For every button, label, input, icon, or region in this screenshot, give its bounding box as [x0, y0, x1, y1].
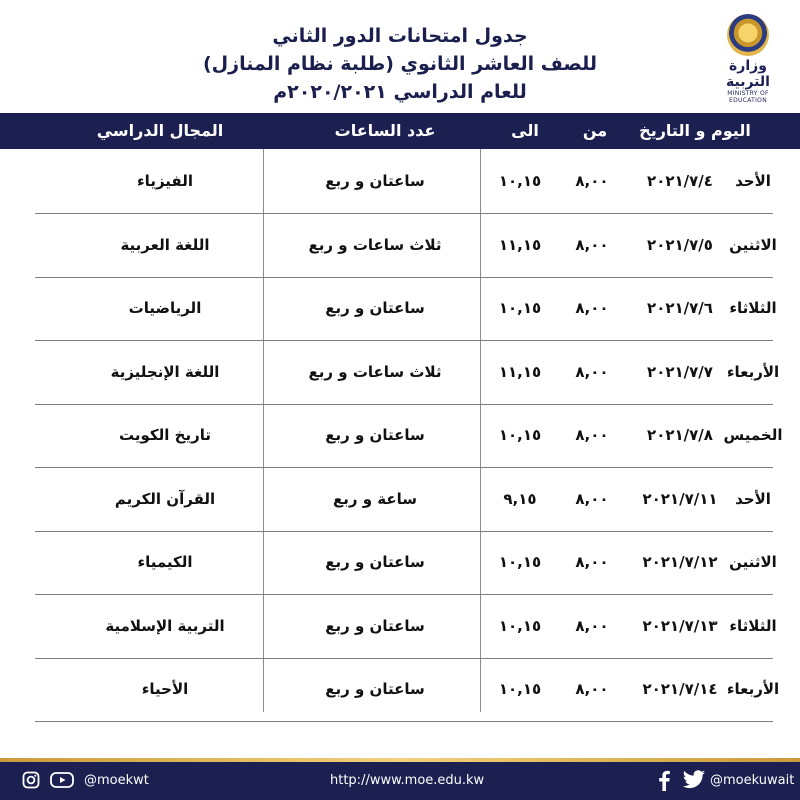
cell-to: ١٠,١٥	[498, 172, 542, 190]
column-from: من	[582, 121, 608, 140]
table-row	[35, 403, 783, 468]
cell-subject: القرآن الكريم	[114, 489, 216, 508]
table-row	[35, 594, 777, 659]
footer	[0, 758, 800, 800]
cell-hours: ثلاث ساعات و ربع	[308, 235, 442, 254]
youtube-icon[interactable]	[50, 771, 74, 789]
cell-subject: الكيمياء	[137, 553, 193, 571]
title-block	[150, 22, 650, 106]
cell-hours: ثلاث ساعات و ربع	[308, 362, 442, 381]
kuwait-seal-icon	[727, 14, 769, 56]
cell-subject: اللغة العربية	[120, 235, 210, 254]
facebook-icon[interactable]	[657, 769, 671, 791]
ministry-logo	[708, 14, 788, 104]
cell-day: الاثنين	[729, 553, 777, 571]
cell-date: ٢٠٢١/٧/٥	[647, 235, 713, 254]
cell-to: ١٠,١٥	[498, 680, 542, 698]
cell-day: الثلاثاء	[729, 616, 777, 635]
cell-hours: ساعتان و ربع	[325, 426, 425, 444]
cell-day: الأحد	[735, 172, 771, 190]
title-line-1: جدول امتحانات الدور الثاني	[272, 25, 528, 47]
cell-date: ٢٠٢١/٧/٧	[647, 362, 713, 381]
cell-day: الخميس	[723, 426, 783, 444]
table-row	[35, 276, 777, 341]
cell-from: ٨,٠٠	[575, 362, 609, 381]
cell-to: ١٠,١٥	[498, 426, 542, 444]
cell-hours: ساعتان و ربع	[325, 616, 425, 635]
table-row	[35, 213, 777, 278]
cell-day: الأربعاء	[726, 362, 780, 381]
website-link[interactable]: http://www.moe.edu.kw	[330, 773, 485, 788]
cell-from: ٨,٠٠	[575, 426, 609, 444]
cell-date: ٢٠٢١/٧/١٢	[642, 553, 718, 571]
header	[0, 0, 800, 112]
instagram-icon[interactable]	[22, 771, 40, 789]
cell-to: ١١,١٥	[498, 362, 542, 381]
cell-from: ٨,٠٠	[575, 489, 609, 508]
cell-subject: الأحياء	[141, 680, 189, 698]
cell-day: الثلاثاء	[729, 299, 777, 317]
logo-english-text: MINISTRY OF EDUCATION	[727, 90, 769, 104]
logo-arabic-text: وزارة التربية	[726, 58, 770, 90]
cell-to: ١٠,١٥	[498, 299, 542, 317]
table-row	[35, 149, 773, 214]
cell-to: ١٠,١٥	[498, 553, 542, 571]
cell-hours: ساعتان و ربع	[325, 299, 425, 317]
facebook-twitter-handle[interactable]: @moekuwait	[710, 773, 795, 788]
cell-to: ١٠,١٥	[498, 616, 542, 635]
cell-hours: ساعتان و ربع	[325, 553, 425, 571]
table-row	[35, 530, 777, 595]
cell-from: ٨,٠٠	[575, 299, 609, 317]
table-row	[35, 657, 780, 722]
table-header	[0, 113, 800, 149]
cell-date: ٢٠٢١/٧/١١	[642, 489, 718, 508]
table-row	[35, 340, 780, 405]
title-line-3: للعام الدراسي ٢٠٢٠/٢٠٢١م	[273, 81, 527, 103]
title-line-2: (طلبة نظام المنازل) للصف العاشر الثانوي	[202, 53, 598, 75]
cell-date: ٢٠٢١/٧/٤	[647, 172, 713, 190]
cell-from: ٨,٠٠	[575, 235, 609, 254]
cell-hours: ساعتان و ربع	[325, 172, 425, 190]
column-day-date: اليوم و التاريخ	[639, 121, 751, 140]
column-to: الى	[511, 121, 539, 140]
table-row	[35, 467, 773, 532]
cell-day: الأربعاء	[726, 680, 780, 698]
cell-from: ٨,٠٠	[575, 616, 609, 635]
cell-day: الاثنين	[729, 235, 777, 254]
cell-date: ٢٠٢١/٧/١٣	[642, 616, 718, 635]
cell-from: ٨,٠٠	[575, 553, 609, 571]
cell-hours: ساعة و ربع	[332, 489, 417, 508]
instagram-youtube-handle[interactable]: @moekwt	[84, 773, 149, 788]
cell-date: ٢٠٢١/٧/٨	[647, 426, 713, 444]
cell-date: ٢٠٢١/٧/٦	[647, 299, 713, 317]
cell-subject: الرياضيات	[128, 299, 202, 317]
cell-to: ٩,١٥	[503, 489, 537, 508]
column-hours: عدد الساعات	[334, 121, 436, 140]
cell-subject: اللغة الإنجليزية	[110, 362, 220, 381]
cell-subject: الفيزياء	[137, 172, 193, 190]
cell-day: الأحد	[735, 489, 771, 508]
cell-from: ٨,٠٠	[575, 172, 609, 190]
cell-subject: التربية الإسلامية	[105, 616, 225, 635]
cell-from: ٨,٠٠	[575, 680, 609, 698]
column-subject: المجال الدراسي	[96, 121, 224, 140]
cell-date: ٢٠٢١/٧/١٤	[642, 680, 718, 698]
cell-hours: ساعتان و ربع	[325, 680, 425, 698]
cell-subject: تاريخ الكويت	[119, 426, 211, 444]
cell-to: ١١,١٥	[498, 235, 542, 254]
twitter-icon[interactable]	[682, 770, 706, 790]
